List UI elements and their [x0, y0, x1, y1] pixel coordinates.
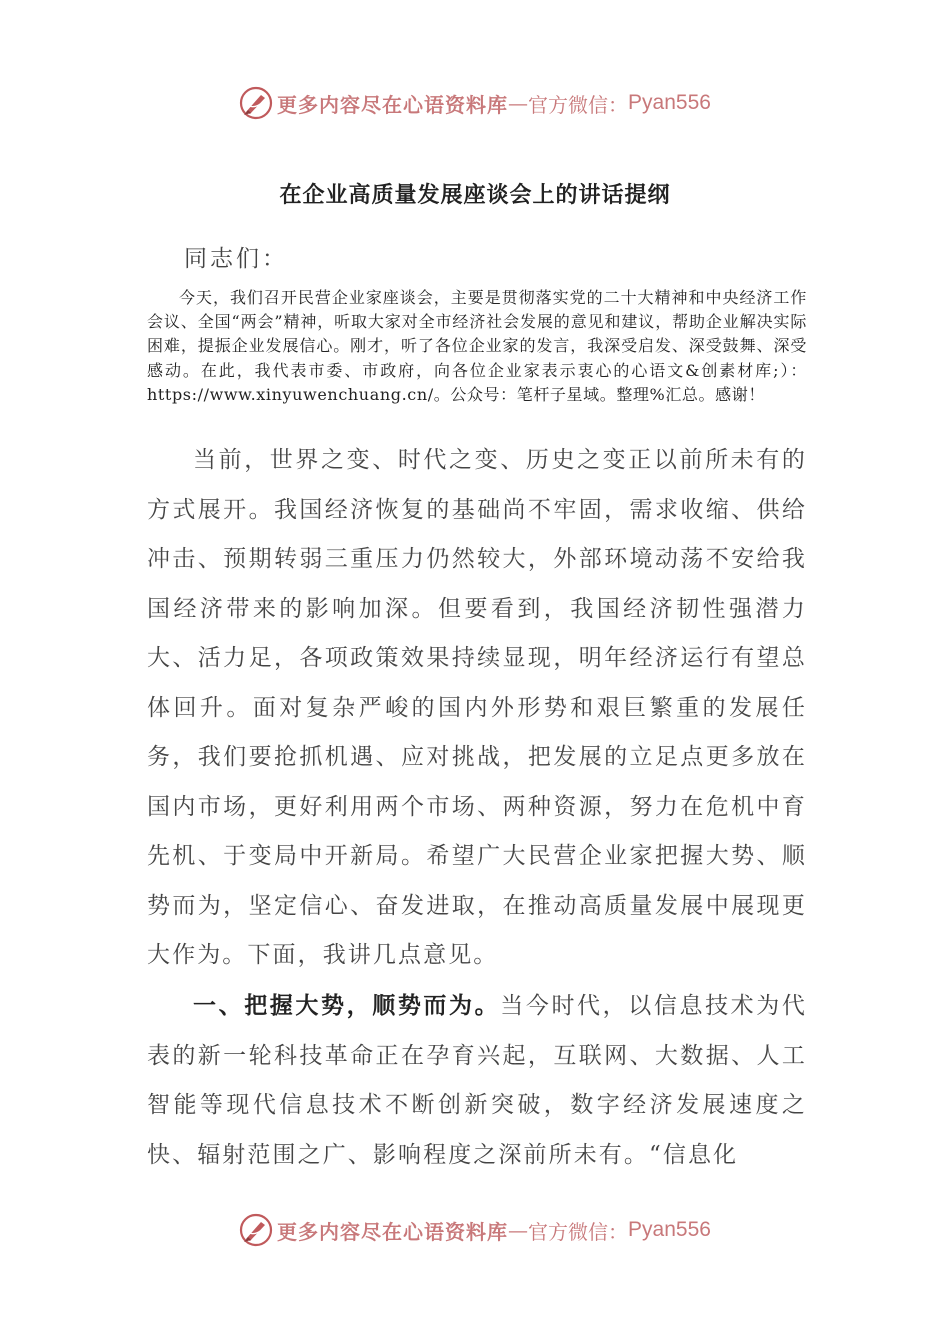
intro-paragraph: 今天，我们召开民营企业家座谈会，主要是贯彻落实党的二十大精神和中央经济工作会议、全国“两会”精神，听取大家对全市经济社会发展的意见和建议，帮助企业解决实际困难，提振企业发展信心。刚才，听了各位企业家的发言，我深受启发、深受鼓舞、深受感动。在此，我代表市委、市政府，向各位企业家表示衷心的心语文&创素材库;）：https://www.xinyuwenchuang.cn/。公众号：笔杆子星域。整理%汇总。感谢！	[147, 288, 807, 404]
banner-id: Pyan556	[628, 91, 711, 114]
body-paragraph-2	[147, 982, 807, 1180]
watermark-banner-bottom	[0, 1205, 950, 1255]
banner-label: 官方微信：	[528, 1219, 629, 1244]
banner-label: 官方微信：	[528, 92, 629, 117]
banner-prefix: 更多内容尽在心语资料库	[277, 1219, 509, 1244]
watermark-banner-top	[0, 78, 950, 128]
pen-logo-icon	[239, 1213, 273, 1247]
body-paragraph-1: 当前，世界之变、时代之变、历史之变正以前所未有的方式展开。我国经济恢复的基础尚不牢固，需求收缩、供给冲击、预期转弱三重压力仍然较大，外部环境动荡不安给我国经济带来的影响加深。但要看到，我国经济韧性强潜力大、活力足，各项政策效果持续显现，明年经济运行有望总体回升。面对复杂严峻的国内外形势和艰巨繁重的发展任务，我们要抢抓机遇、应对挑战，把发展的立足点更多放在国内市场，更好利用两个市场、两种资源，努力在危机中育先机、于变局中开新局。希望广大民营企业家把握大势、顺势而为，坚定信心、奋发进取，在推动高质量发展中展现更大作为。下面，我讲几点意见。	[147, 447, 807, 968]
banner-dash: —	[508, 1218, 529, 1242]
document-title: 在企业高质量发展座谈会上的讲话提纲	[279, 183, 671, 208]
section-text: 当今时代，以信息技术为代表的新一轮科技革命正在孕育兴起，互联网、大数据、人工智能等现代信息技术不断创新突破，数字经济发展速度之快、辐射范围之广、影响程度之深前所未有。“信息化	[147, 993, 807, 1168]
section-heading: 一、把握大势，顺势而为。	[193, 993, 501, 1019]
banner-id: Pyan556	[628, 1218, 711, 1241]
greeting: 同志们：	[184, 246, 288, 272]
banner-prefix: 更多内容尽在心语资料库	[277, 92, 509, 117]
banner-dash: —	[508, 91, 529, 115]
pen-logo-icon	[239, 86, 273, 120]
